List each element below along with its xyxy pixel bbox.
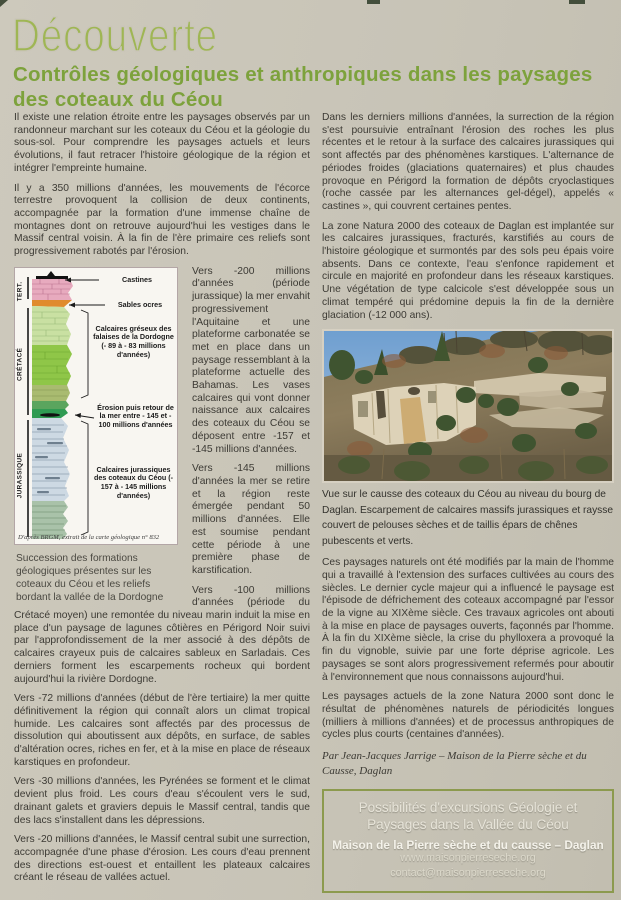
landscape-photo xyxy=(322,329,614,483)
paragraph-200ma: Vers -200 millions d'années (période jurassique) la mer envahit progressivement l'Aquitaine et une plateforme carbonatée se met en place dans un paysage ressemblant à la plateforme actuelle des Bahamas. Les vases calcaires qui vont donner naissance aux calcaires des coteaux du Céou se déposent entre -157 et -145 millions d'années. xyxy=(192,265,310,455)
era-label-cretace: CRÉTACÉ xyxy=(16,347,24,381)
paragraph-100ma: Vers -100 millions d'années (période du Crétacé moyen) une remontée du niveau marin induit la mise en place d'un paysage de lagunes côtières en Périgord Noir suivi par l'approfondissement de la mer associé à des dépôts de calcaires crayeux puis de calcaires sableux en Sarladais. Ces derniers forment les escarpements rocheux qui bordent aujourd'hui la rivière Dordogne. xyxy=(14,584,310,685)
era-label-jurassique: JURASSIQUE xyxy=(16,452,24,499)
layer-label-sables-ocres: Sables ocres xyxy=(117,299,163,309)
paragraph-geology-intro: Il existe une relation étroite entre les paysages observés par un randonneur marchant sur les coteaux du Céou et la géologie du sous-sol. Pour comprendre les paysages actuels et leurs évolutions, il faut retracer l'histoire géologique de la région et intégrer l'empreinte humaine. xyxy=(14,112,310,174)
paragraph-homme: Ces paysages naturels ont été modifiés par la main de l'homme qui a travaillé à l'extension des surfaces cultivées au cours des siècles. Le dernier cycle majeur qui a influencé le paysage est l'épisode de défrichement des coteaux accompagné par l'essor de la vigne au XIXème siècle. Ces travaux agricoles ont abouti à la mise en place de paysages ouverts, façonnés par l'homme. À la fin du XIXème siècle, la crise du phylloxera a provoqué la fin du vignoble, suivie par une forte déprise agricole. Les paysages se sont alors progressivement refermés pour aboutir à l'environnement que nous connaissons aujourd'hui. xyxy=(322,557,614,683)
info-box-organization: Maison de la Pierre sèche et du causse – Daglan xyxy=(332,838,604,853)
diagram-credit: D'après BRGM, extrait de la carte géologique n° 832 xyxy=(18,534,160,542)
author-byline: Par Jean-Jacques Jarrige – Maison de la Pierre sèche et du Causse, Daglan xyxy=(322,750,587,777)
page-subtitle: Contrôles géologiques et anthropiques dans les paysages des coteaux du Céou xyxy=(13,63,593,111)
info-box-title: Possibilités d'excursions Géologie et Paysages dans la Vallée du Céou xyxy=(358,800,578,832)
left-column xyxy=(14,112,310,892)
paragraph-conclusion: Les paysages actuels de la zone Natura 2000 sont donc le résultat de phénomènes naturels de périodicités longues (milliers à millions d'années) et de processus anthropiques de cycles plus courts (centaines d'années). xyxy=(322,691,614,741)
right-column xyxy=(322,112,614,893)
strat-column-diagram xyxy=(14,267,178,545)
paragraph-surrection: Dans les derniers millions d'années, la surrection de la région s'est poursuivie entraînant l'érosion des roches les plus récentes et le retour à la surface des calcaires jurassiques qui sont affectés par des phénomènes karstiques. L'alternance de périodes froides (glaciations quaternaires) et plus chaudes provoque en Périgord la formation de dépôts cryoclastiques (roche cassée par les alternances gel-dégel), appelés « castines », qui couvrent certaines pentes. xyxy=(322,112,614,212)
layer-label-erosion: Érosion puis retour de la mer entre - 145 et - 100 millions d'années xyxy=(97,402,174,429)
paragraph-72ma: Vers -72 millions d'années (début de l'ère tertiaire) la mer quitte définitivement la région qui connaît alors un climat tropical humide. Les calcaires sont affectés par des processus de dissolution qui aboutissent aux dépôts, en surface, de sables d'altération ocres, riches en fer, et à la mise en place de réseaux karstiques en profondeur. xyxy=(14,693,310,768)
strat-column-figure xyxy=(14,267,182,605)
page-title: Découverte xyxy=(12,9,218,61)
paragraph-145ma: Vers -145 millions d'années la mer se retire et la région reste émergée pendant 50 millions d'années. Elle est soumise pendant cette période à une première phase de karstification. xyxy=(192,463,310,576)
excursions-info-box xyxy=(322,789,614,893)
diagram-caption: Succession des formations géologiques présentes sur les coteaux du Céou et les reliefs bordant la vallée de la Dordogne xyxy=(16,552,164,604)
info-box-website: www.maisonpierreseche.org xyxy=(400,851,536,864)
landscape-photo-graphic xyxy=(324,331,612,481)
scan-artifact xyxy=(367,0,380,4)
photo-caption: Vue sur le causse des coteaux du Céou au niveau du bourg de Daglan. Escarpement de calcaires massifs jurassiques et raysse couvert de pelouses sèches et de taillis épars de chênes pubescents et verts. xyxy=(322,489,614,547)
layer-label-castines: Castines xyxy=(122,274,152,284)
paragraph-30ma: Vers -30 millions d'années, les Pyrénées se forment et le climat devient plus froid. Les cours d'eau s'écoulent vers le sud, drainant galets et graviers depuis le Massif central, tandis que des lacs s'installent dans les dépressions. xyxy=(14,776,310,826)
scan-artifact xyxy=(0,0,8,7)
paragraph-natura2000: La zone Natura 2000 des coteaux de Daglan est implantée sur les calcaires jurassiques, fracturés, karstifiés au cours de l'histoire géologique et surmontés par des sols peu épais voire absents. Dans ce contexte, l'eau s'enfonce rapidement et circule en majorité en profondeur dans les réseaux karstiques. Une végétation de type calcicole s'est développée sous un climat tempéré qui prédomine depuis la fin de la dernière glaciation (-12 000 ans). xyxy=(322,220,614,321)
era-label-tertiaire: TERT. xyxy=(16,281,24,301)
layer-label-cretace: Calcaires gréseux des falaises de la Dordogne (- 89 à - 83 millions d'années) xyxy=(93,323,174,359)
scan-artifact xyxy=(569,0,585,4)
paragraph-350ma: Il y a 350 millions d'années, les mouvements de l'écorce terrestre provoquent la collision de deux continents, accompagnée par la formation d'une immense chaîne de montagnes dont on retrouve aujourd'hui les vestiges dans le Massif central voisin. À la fin de l'ère primaire ces reliefs sont progressivement rabotés par l'érosion. xyxy=(14,182,310,258)
layer-label-jurassique: Calcaires jurassiques des coteaux du Céou (- 157 à - 145 millions d'années) xyxy=(93,464,174,500)
paragraph-20ma: Vers -20 millions d'années, le Massif central subit une surrection, accompagnée d'une phase d'érosion. Les cours d'eau prennent des directions est-ouest et entaillent les plateaux calcaires créant le réseau de vallées actuel. xyxy=(14,834,310,884)
info-box-email: contact@maisonpierreseche.org xyxy=(390,867,546,880)
